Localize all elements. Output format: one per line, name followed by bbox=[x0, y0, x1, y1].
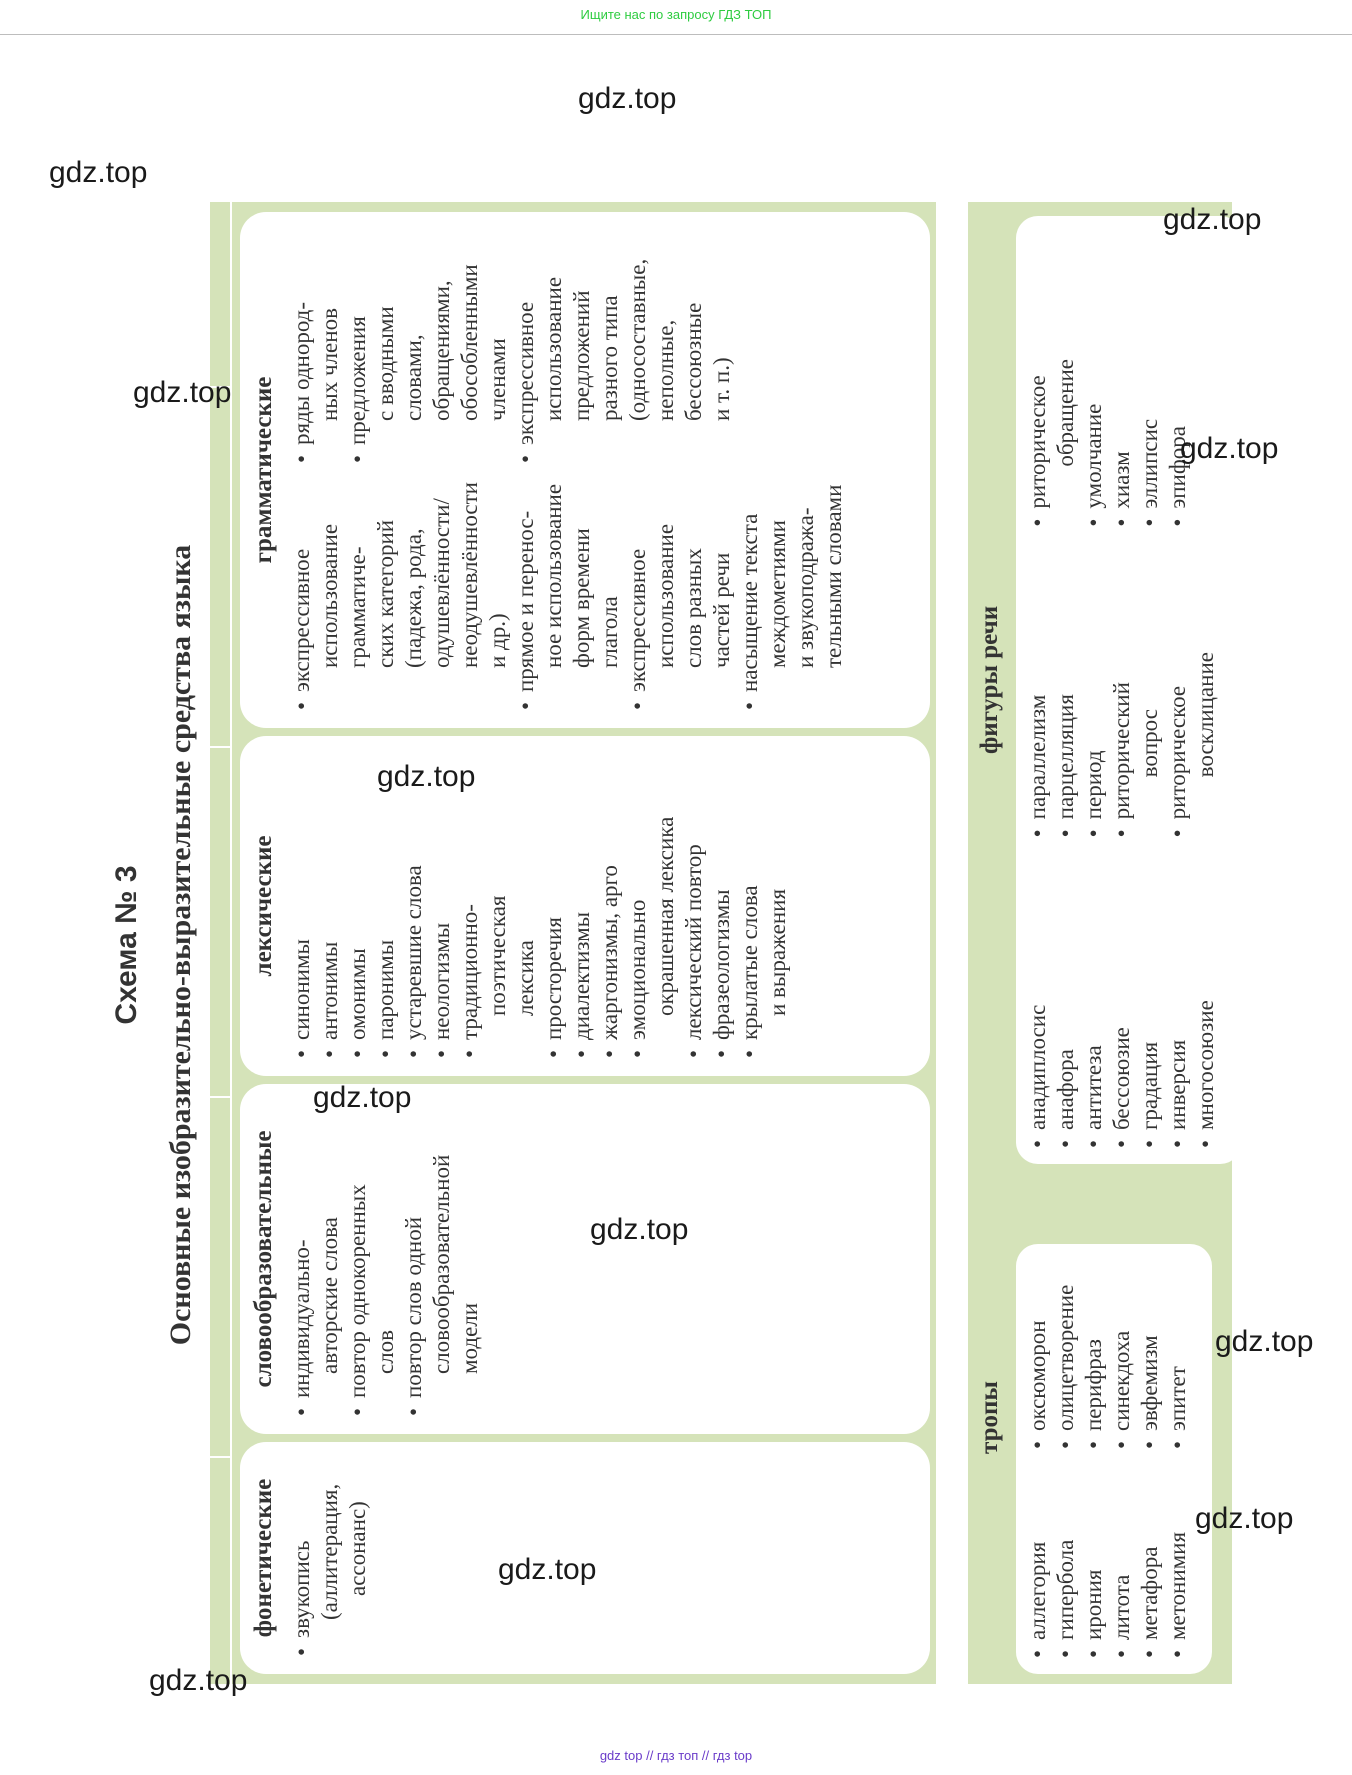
list-item: словообразовательной bbox=[429, 1154, 454, 1374]
list-item: • хиазм bbox=[1108, 232, 1136, 527]
lexical-heading: лексические bbox=[250, 835, 277, 977]
list-item: • традиционно- bbox=[456, 754, 484, 1058]
list-item: предложений bbox=[569, 290, 594, 421]
watermark: gdz.top bbox=[313, 1081, 412, 1114]
connector-tick bbox=[210, 1456, 230, 1458]
list-item: • метафора bbox=[1136, 1469, 1164, 1658]
watermark: gdz.top bbox=[1195, 1502, 1294, 1535]
list-item: • ряды однород- bbox=[288, 230, 316, 463]
scheme-title: Основные изобразительно-выразительные средства языка bbox=[164, 544, 197, 1346]
list-item: членами bbox=[485, 338, 510, 421]
list-item: • индивидуально- bbox=[288, 1102, 316, 1416]
wordformation-card bbox=[240, 1084, 930, 1434]
list-item: • прямое и перенос- bbox=[512, 477, 540, 710]
list-item: • просторечия bbox=[540, 754, 568, 1058]
tropes-card bbox=[1016, 1244, 1212, 1674]
top-banner-text[interactable]: Ищите нас по запросу ГДЗ ТОП bbox=[580, 7, 772, 22]
connector-line bbox=[210, 202, 232, 1684]
list-item: неодушевлённости bbox=[457, 482, 482, 668]
connector-tick bbox=[210, 746, 230, 748]
list-item: лексика bbox=[513, 940, 538, 1016]
list-item: разного типа bbox=[597, 295, 622, 421]
list-item: ских категорий bbox=[373, 519, 398, 668]
list-item: • градация bbox=[1136, 853, 1164, 1148]
language-means-panel bbox=[210, 202, 936, 1684]
list-item: • метонимия bbox=[1164, 1469, 1192, 1658]
list-item: (аллитерация, bbox=[317, 1483, 342, 1620]
figures-list-3 bbox=[1024, 232, 1234, 527]
grammatical-list-1 bbox=[288, 477, 848, 710]
list-item: • оксюморон bbox=[1024, 1260, 1052, 1449]
list-item: поэтическая bbox=[485, 895, 510, 1016]
watermark: gdz.top bbox=[578, 82, 677, 115]
lexical-card bbox=[240, 736, 930, 1076]
watermark: gdz.top bbox=[1163, 203, 1262, 236]
list-item: • антитеза bbox=[1080, 853, 1108, 1148]
tropes-figures-panel bbox=[968, 202, 1232, 1684]
list-item: • анадиплосис bbox=[1024, 853, 1052, 1148]
list-item: • эпитет bbox=[1164, 1260, 1192, 1449]
list-item: • повтор слов одной bbox=[400, 1102, 428, 1416]
lexical-list bbox=[288, 754, 792, 1058]
list-item: частей речи bbox=[709, 552, 734, 668]
list-item: • эмоционально bbox=[624, 754, 652, 1058]
list-item: • устаревшие слова bbox=[400, 754, 428, 1058]
list-item: (односоставные, bbox=[625, 258, 650, 421]
tropes-list-2 bbox=[1024, 1260, 1204, 1449]
grammatical-list-2 bbox=[288, 230, 848, 463]
list-item: • ирония bbox=[1080, 1469, 1108, 1658]
list-item: • фразеологизмы bbox=[708, 754, 736, 1058]
list-item: • параллелизм bbox=[1024, 543, 1052, 838]
list-item: • период bbox=[1080, 543, 1108, 838]
list-item: • эпифора bbox=[1164, 232, 1192, 527]
figures-card bbox=[1016, 216, 1242, 1164]
grammatical-columns bbox=[288, 230, 848, 710]
wordformation-heading: словообразовательные bbox=[250, 1130, 277, 1388]
list-item: • анафора bbox=[1052, 853, 1080, 1148]
list-item: • паронимы bbox=[372, 754, 400, 1058]
list-item: • литота bbox=[1108, 1469, 1136, 1658]
list-item: обособленными bbox=[457, 264, 482, 421]
list-item: восклицание bbox=[1193, 652, 1218, 778]
watermark: gdz.top bbox=[1215, 1325, 1314, 1358]
list-item: • эвфемизм bbox=[1136, 1260, 1164, 1449]
phonetic-heading: фонетические bbox=[250, 1478, 277, 1638]
list-item: окрашенная лексика bbox=[653, 816, 678, 1016]
list-item: ассонанс) bbox=[345, 1501, 370, 1596]
list-item: • аллегория bbox=[1024, 1469, 1052, 1658]
list-item: грамматиче- bbox=[345, 546, 370, 668]
list-item: • синекдоха bbox=[1108, 1260, 1136, 1449]
watermark: gdz.top bbox=[1180, 432, 1279, 465]
watermark: gdz.top bbox=[590, 1213, 689, 1246]
list-item: форм времени bbox=[569, 528, 594, 668]
list-item: • парцелляция bbox=[1052, 543, 1080, 838]
watermark: gdz.top bbox=[49, 156, 148, 189]
list-item: глагола bbox=[597, 596, 622, 668]
watermark: gdz.top bbox=[149, 1664, 248, 1697]
list-item: использование bbox=[541, 276, 566, 421]
list-item: • звукопись bbox=[288, 1460, 316, 1656]
list-item: • экспрессивное bbox=[512, 230, 540, 463]
tropes-list-1 bbox=[1024, 1469, 1204, 1658]
phonetic-list bbox=[288, 1460, 372, 1656]
list-item: • риторическое bbox=[1164, 543, 1192, 838]
list-item: • омонимы bbox=[344, 754, 372, 1058]
list-item: • насыщение текста bbox=[736, 477, 764, 710]
watermark: gdz.top bbox=[377, 760, 476, 793]
list-item: бессоюзные bbox=[681, 302, 706, 421]
top-banner bbox=[0, 0, 1352, 35]
list-item: обращение bbox=[1053, 359, 1078, 467]
watermark: gdz.top bbox=[133, 376, 232, 409]
list-item: • экспрессивное bbox=[288, 477, 316, 710]
watermark: gdz.top bbox=[498, 1553, 597, 1586]
list-item: • инверсия bbox=[1164, 853, 1192, 1148]
list-item: • многосоюзие bbox=[1192, 853, 1220, 1148]
list-item: • антонимы bbox=[316, 754, 344, 1058]
connector-tick bbox=[210, 1096, 230, 1098]
list-item: • бессоюзие bbox=[1108, 853, 1136, 1148]
list-item: авторские слова bbox=[317, 1217, 342, 1374]
list-item: • лексический повтор bbox=[680, 754, 708, 1058]
list-item: • синонимы bbox=[288, 754, 316, 1058]
list-item: неполные, bbox=[653, 319, 678, 421]
list-item: вопрос bbox=[1137, 709, 1162, 778]
list-item: • неологизмы bbox=[428, 754, 456, 1058]
list-item: • предложения bbox=[344, 230, 372, 463]
list-item: • крылатые слова bbox=[736, 754, 764, 1058]
scheme-label: Схема № 3 bbox=[110, 865, 143, 1025]
list-item: модели bbox=[457, 1302, 482, 1374]
list-item: и т. п.) bbox=[709, 357, 734, 421]
list-item: и звукоподража- bbox=[793, 507, 818, 668]
list-item: • повтор однокоренных bbox=[344, 1102, 372, 1416]
list-item: ных членов bbox=[317, 308, 342, 421]
list-item: • эллипсис bbox=[1136, 232, 1164, 527]
list-item: и др.) bbox=[485, 613, 510, 668]
list-item: с вводными bbox=[373, 306, 398, 421]
grammatical-heading: грамматические bbox=[250, 376, 277, 564]
list-item: использование bbox=[317, 523, 342, 668]
list-item: использование bbox=[653, 523, 678, 668]
list-item: • экспрессивное bbox=[624, 477, 652, 710]
list-item: одушевлённости/ bbox=[429, 498, 454, 668]
figures-heading: фигуры речи bbox=[976, 605, 1003, 754]
scheme-diagram bbox=[96, 170, 1266, 1720]
list-item: • гипербола bbox=[1052, 1469, 1080, 1658]
list-item: словами, bbox=[401, 334, 426, 421]
list-item: слов bbox=[373, 1329, 398, 1374]
list-item: • риторическое bbox=[1024, 232, 1052, 527]
list-item: тельными словами bbox=[821, 484, 846, 668]
list-item: слов разных bbox=[681, 548, 706, 668]
grammatical-card bbox=[240, 212, 930, 728]
wordformation-list bbox=[288, 1102, 484, 1416]
list-item: • жаргонизмы, арго bbox=[596, 754, 624, 1058]
list-item: обращениями, bbox=[429, 280, 454, 421]
list-item: • диалектизмы bbox=[568, 754, 596, 1058]
list-item: междометиями bbox=[765, 520, 790, 668]
tropes-heading: тропы bbox=[976, 1381, 1003, 1454]
list-item: (падежа, рода, bbox=[401, 528, 426, 668]
list-item: • риторический bbox=[1108, 543, 1136, 838]
list-item: • олицетворение bbox=[1052, 1260, 1080, 1449]
figures-list-1 bbox=[1024, 853, 1234, 1148]
list-item: и выражения bbox=[765, 888, 790, 1016]
footer-links[interactable]: gdz top // гдз топ // гдз top bbox=[599, 1748, 753, 1763]
list-item: • перифраз bbox=[1080, 1260, 1108, 1449]
list-item: • умолчание bbox=[1080, 232, 1108, 527]
list-item: ное использование bbox=[541, 483, 566, 668]
figures-list-2 bbox=[1024, 543, 1234, 838]
